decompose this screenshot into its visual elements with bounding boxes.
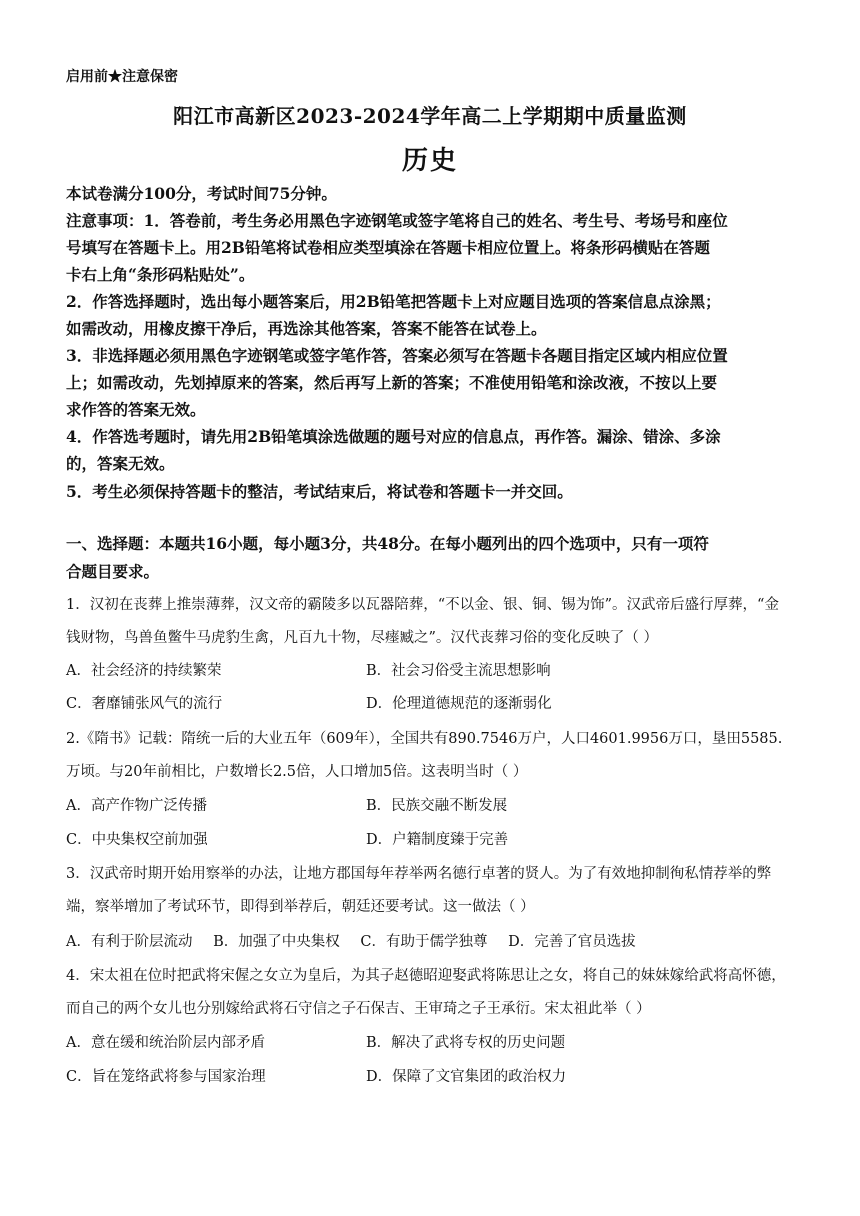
question-text: 端，察举增加了考试环节，即得到举荐后，朝廷还要考试。这一做法（ ） (66, 899, 535, 915)
section-heading-line: 一、选择题：本题共16小题，每小题3分，共48分。在每小题列出的四个选项中，只有一项符 (66, 534, 709, 553)
question-text: 2.《隋书》记载：隋统一后的大业五年（609年），全国共有890.7546万户，人口4601.9956万口，垦田5585. (66, 731, 783, 747)
instruction-line: 上；如需改动，先划掉原来的答案，然后再写上新的答案；不准使用铅笔和涂改液，不按以上要 (66, 373, 718, 392)
instruction-line: 如需改动，用橡皮擦干净后，再选涂其他答案，答案不能答在试卷上。 (66, 319, 547, 338)
option-c: C．奢靡铺张风气的流行 (66, 696, 223, 712)
question-text: 钱财物，鸟兽鱼鳖牛马虎豹生禽，凡百九十物，尽瘗臧之”。汉代丧葬习俗的变化反映了（ ） (66, 630, 659, 646)
option-d: D．伦理道德规范的逐渐弱化 (366, 696, 552, 712)
instruction-line: 4．作答选考题时，请先用2B铅笔填涂选做题的题号对应的信息点，再作答。漏涂、错涂、多涂 (66, 427, 721, 446)
option-row (66, 930, 652, 951)
option-a: A．意在缓和统治阶层内部矛盾 (66, 1035, 265, 1051)
question-text: 万顷。与20年前相比，户数增长2.5倍，人口增加5倍。这表明当时（ ） (66, 764, 528, 780)
option-a: A．高产作物广泛传播 (66, 798, 207, 814)
instruction-line: 号填写在答题卡上。用2B铅笔将试卷相应类型填涂在答题卡相应位置上。将条形码横贴在答题 (66, 238, 710, 257)
instruction-line: 的，答案无效。 (66, 454, 175, 473)
section-heading-line: 合题目要求。 (66, 562, 160, 581)
option-d: D．完善了官员选拔 (508, 934, 636, 950)
question-text: 1．汉初在丧葬上推崇薄葬，汉文帝的霸陵多以瓦器陪葬，“不以金、银、铜、锡为饰”。汉武帝后盛行厚葬，“金 (66, 597, 779, 613)
option-c: C．有助于儒学独尊 (360, 934, 488, 950)
option-a: A．社会经济的持续繁荣 (66, 663, 222, 679)
instruction-line: 3．非选择题必须用黑色字迹钢笔或签字笔作答，答案必须写在答题卡各题目指定区域内相应位置 (66, 346, 728, 365)
option-d: D．保障了文官集团的政治权力 (366, 1069, 567, 1085)
option-b: B．加强了中央集权 (213, 934, 340, 950)
option-b: B．解决了武将专权的历史问题 (366, 1035, 566, 1051)
instruction-line: 卡右上角“条形码粘贴处”。 (66, 265, 255, 284)
instruction-line: 5．考生必须保持答题卡的整洁，考试结束后，将试卷和答题卡一并交回。 (66, 482, 573, 501)
instruction-line: 求作答的答案无效。 (66, 400, 206, 419)
option-b: B．民族交融不断发展 (366, 798, 508, 814)
option-d: D．户籍制度臻于完善 (366, 832, 509, 848)
question-text: 3．汉武帝时期开始用察举的办法，让地方郡国每年荐举两名德行卓著的贤人。为了有效地抑制徇私情荐举的弊 (66, 866, 772, 882)
question-text: 4．宋太祖在位时把武将宋偓之女立为皇后，为其子赵德昭迎娶武将陈思让之女，将自己的妹妹嫁给武将高怀德， (66, 968, 786, 984)
instruction-line: 本试卷满分100分，考试时间75分钟。 (66, 184, 337, 203)
subject-title: 历史 (401, 146, 458, 176)
confidential-label: 启用前★注意保密 (66, 69, 178, 85)
instruction-line: 注意事项：1．答卷前，考生务必用黑色字迹钢笔或签字笔将自己的姓名、考生号、考场号和座位 (66, 211, 728, 230)
option-c: C．旨在笼络武将参与国家治理 (66, 1069, 266, 1085)
question-text: 而自己的两个女儿也分别嫁给武将石守信之子石保吉、王审琦之子王承衍。宋太祖此举（ ） (66, 1001, 651, 1017)
option-c: C．中央集权空前加强 (66, 832, 208, 848)
exam-title: 阳江市高新区2023-2024学年高二上学期期中质量监测 (173, 104, 687, 128)
instruction-line: 2．作答选择题时，选出每小题答案后，用2B铅笔把答题卡上对应题目选项的答案信息点涂黑； (66, 292, 721, 311)
option-b: B．社会习俗受主流思想影响 (366, 663, 551, 679)
option-a: A．有利于阶层流动 (66, 934, 193, 950)
